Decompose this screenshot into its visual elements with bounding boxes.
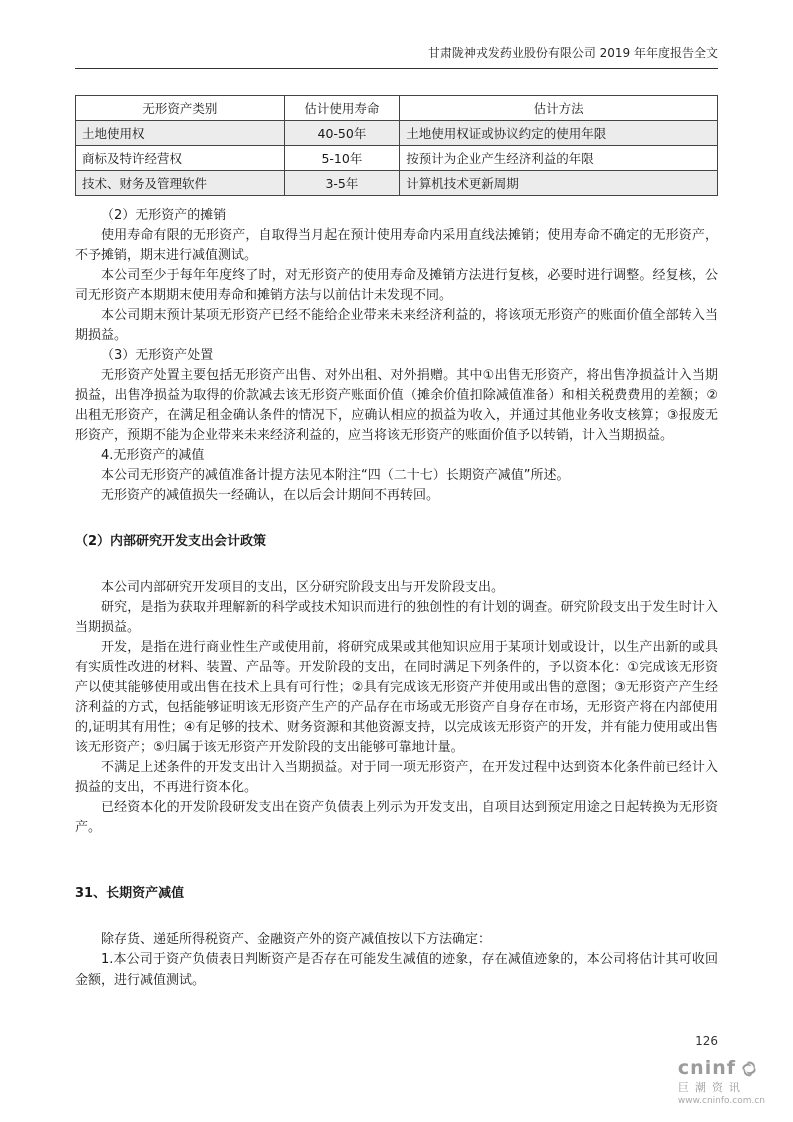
table-row [76,121,718,146]
cell-useful-life: 5-10年 [284,146,400,171]
paragraph: 无形资产的减值损失一经确认，在以后会计期间不再转回。 [101,488,440,504]
document-header-title: 甘肃陇神戎发药业股份有限公司 2019 年年度报告全文 [75,44,718,69]
cell-method: 计算机技术更新周期 [400,171,718,196]
table-body [76,121,718,196]
paragraph: 研究，是指为获取并理解新的科学或技术知识而进行的独创性的有计划的调查。研究阶段支出于发生时计入当期损益。 [75,600,718,636]
column-header-useful-life: 估计使用寿命 [284,96,400,121]
cell-method: 土地使用权证或协议约定的使用年限 [400,121,718,146]
paragraph: 开发，是指在进行商业性生产或使用前，将研究成果或其他知识应用于某项计划或设计，以生产出新的或具有实质性改进的材料、装置、产品等。开发阶段的支出，在同时满足下列条件的，予以资本化：①完成该无形资产以使其能够使用或出售在技术上具有可行性；②具有完成该无形资产并使用或出售的意图；③无形资产产生经济利益的方式，包括能够证明该无形资产生产的产品存在市场或无形资产自身存在市场，无形资产将在内部使用的,证明其有用性；④有足够的技术、财务资源和其他资源支持，以完成该无形资产的开发，并有能力使用或出售该无形资产；⑤归属于该无形资产开发阶段的支出能够可靠地计量。 [75,640,718,756]
paragraph: 1.本公司于资产负债表日判断资产是否存在可能发生减值的迹象，存在减值迹象的，本公司将估计其可收回金额，进行减值测试。 [75,952,718,988]
cninfo-pinwheel-icon [739,1059,759,1079]
paragraph: 使用寿命有限的无形资产，自取得当月起在预计使用寿命内采用直线法摊销；使用寿命不确定的无形资产，不予摊销，期末进行减值测试。 [75,228,718,264]
cell-method: 按预计为企业产生经济利益的年限 [400,146,718,171]
cninfo-url: www.cninfo.com.cn [677,1095,765,1106]
cell-useful-life: 3-5年 [284,171,400,196]
paragraph: 不满足上述条件的开发支出计入当期损益。对于同一项无形资产，在开发过程中达到资本化条件前已经计入损益的支出，不再进行资本化。 [75,760,718,796]
table-header-row [76,96,718,121]
page-content [75,44,718,991]
paragraph: 已经资本化的开发阶段研发支出在资产负债表上列示为开发支出，自项目达到预定用途之日起转换为无形资产。 [75,800,718,836]
cell-category: 土地使用权 [76,121,285,146]
intangible-assets-table [75,95,718,196]
cninfo-logo [678,1058,765,1106]
paragraph: 4.无形资产的减值 [101,448,205,464]
paragraph: 无形资产处置主要包括无形资产出售、对外出租、对外捐赠。其中①出售无形资产，将出售净损益计入当期损益，出售净损益为取得的价款减去该无形资产账面价值（摊余价值扣除减值准备）和相关税费费用的差额；②出租无形资产，在满足租金确认条件的情况下，应确认相应的损益为收入，并通过其他业务收支核算；③报废无形资产，预期不能为企业带来未来经济利益的，应当将该无形资产的账面价值予以转销，计入当期损益。 [75,368,718,444]
paragraph: （3）无形资产处置 [101,348,214,364]
paragraph: 本公司内部研究开发项目的支出，区分研究阶段支出与开发阶段支出。 [101,580,505,596]
paragraph: 本公司无形资产的减值准备计提方法见本附注“四（二十七）长期资产减值”所述。 [101,468,570,484]
cninfo-brand-text: cninf [677,1057,737,1080]
paragraph: （2）内部研究开发支出会计政策 [75,534,267,550]
paragraph: 本公司期末预计某项无形资产已经不能给企业带来未来经济利益的，将该项无形资产的账面价值全部转入当期损益。 [75,308,718,344]
paragraph: 除存货、递延所得税资产、金融资产外的资产减值按以下方法确定： [101,932,492,948]
table-row [76,171,718,196]
cell-category: 技术、财务及管理软件 [76,171,285,196]
document-body [75,206,718,991]
paragraph: （2）无形资产的摊销 [101,208,227,223]
cninfo-brand-row [678,1058,765,1080]
table-row [76,146,718,171]
cninfo-brand-chinese: 巨潮资讯 [677,1081,746,1095]
cell-useful-life: 40-50年 [284,121,400,146]
paragraph: 本公司至少于每年年度终了时，对无形资产的使用寿命及摊销方法进行复核，必要时进行调整。经复核，公司无形资产本期期末使用寿命和摊销方法与以前估计未发现不同。 [75,268,718,304]
page-number: 126 [695,1034,718,1048]
cell-category: 商标及特许经营权 [76,146,285,171]
paragraph: 31、长期资产减值 [75,886,185,902]
column-header-category: 无形资产类别 [76,96,285,121]
column-header-method: 估计方法 [400,96,718,121]
